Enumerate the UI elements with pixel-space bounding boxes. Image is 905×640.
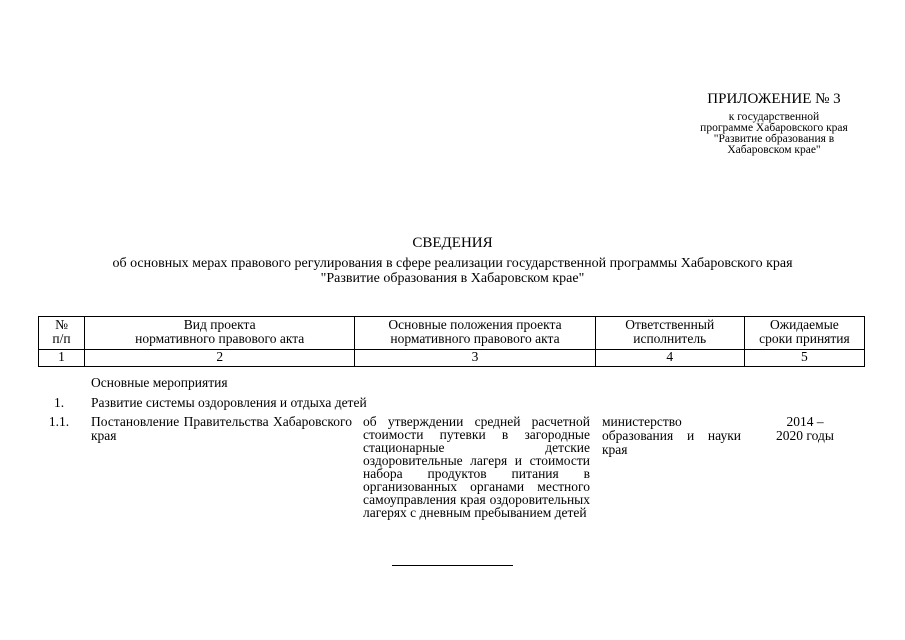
column-number-row — [39, 350, 865, 367]
document-subtitle — [40, 256, 865, 286]
appendix-title: ПРИЛОЖЕНИЕ № 3 — [707, 91, 841, 107]
end-line — [392, 565, 513, 566]
appendix-line: программе Хабаровского края — [700, 122, 848, 134]
column-number: 3 — [355, 350, 595, 367]
header-term: Ожидаемые сроки принятия — [744, 317, 864, 350]
subtitle-line: "Развитие образования в Хабаровском крае" — [320, 271, 585, 286]
header-act-type: Вид проекта нормативного правового акта — [85, 317, 355, 350]
appendix-reference — [684, 112, 864, 156]
appendix-line: Хабаровском крае" — [727, 144, 821, 156]
appendix-block — [684, 90, 864, 156]
document-heading — [40, 234, 865, 286]
act-type-cell: Постановление Правительства Хабаровского края — [91, 414, 352, 443]
item-text: Развитие системы оздоровления и отдыха детей — [91, 395, 367, 410]
column-number: 1 — [39, 350, 85, 367]
table-header-row — [39, 317, 865, 350]
column-number: 5 — [744, 350, 864, 367]
term-cell — [755, 415, 855, 443]
column-number: 4 — [595, 350, 744, 367]
term-line: 2014 – — [786, 414, 824, 429]
header-number: № п/п — [39, 317, 85, 350]
item-number: 1.1. — [48, 414, 70, 429]
document-title: СВЕДЕНИЯ — [412, 235, 493, 251]
appendix-line: "Развитие образования в — [713, 133, 835, 145]
header-executor: Ответственный исполнитель — [595, 317, 744, 350]
header-provisions: Основные положения проекта нормативного правового акта — [355, 317, 595, 350]
provisions-cell: об утверждении средней расчетной стоимости путевки в загородные стационарные детские оздоровительные лагеря и стоимости набора продуктов питания в организованных органами местного самоуправления края оздоровительных лагерях с дневным пребыванием детей — [363, 414, 590, 520]
term-line: 2020 годы — [776, 428, 834, 443]
executor-cell: министерство образования и науки края — [602, 414, 741, 457]
measures-table — [38, 316, 865, 367]
subtitle-line: об основных мерах правового регулирования в сфере реализации государственной программы Хабаровского края — [112, 256, 793, 271]
column-number: 2 — [85, 350, 355, 367]
section-title: Основные мероприятия — [91, 375, 228, 390]
item-number: 1. — [53, 395, 65, 410]
appendix-line: к государственной — [728, 111, 820, 123]
